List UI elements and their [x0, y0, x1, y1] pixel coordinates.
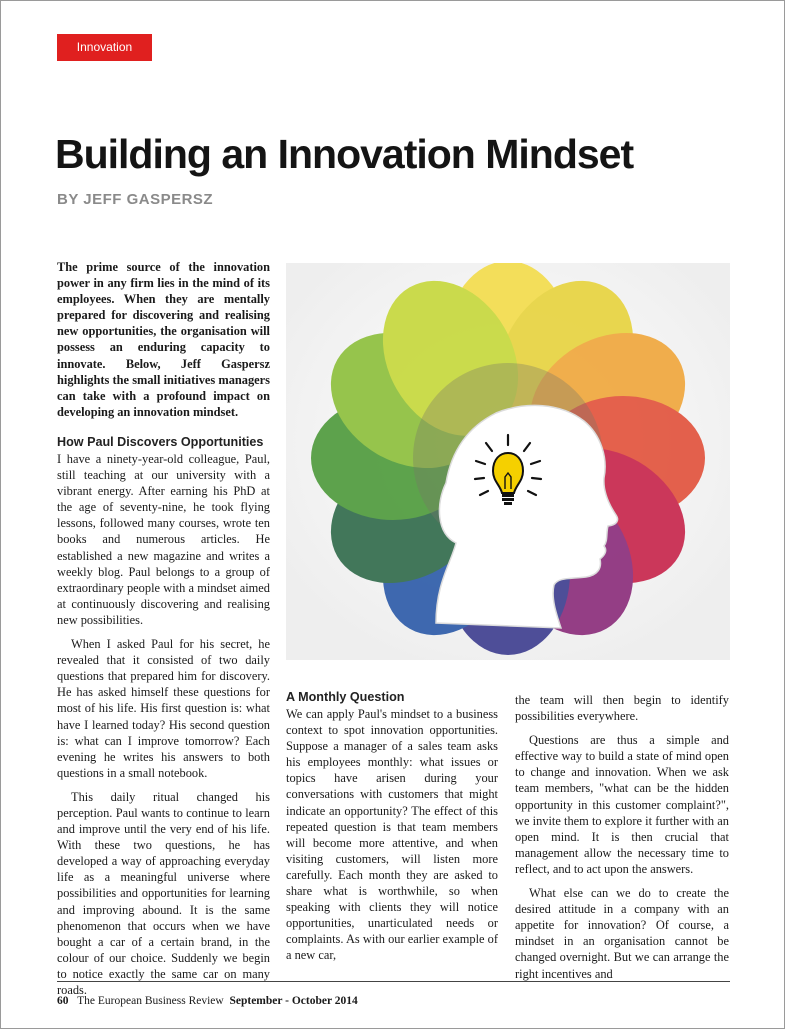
- paragraph: Questions are thus a simple and effective way to build a state of mind open to change and innovation. When we ask team members, "what can be the hidden opportunity in this customer complaint?", we invite them to explore it further with an open mind. It is then crucial that management allow the necessary time to reflect, and to act upon the answers.: [515, 733, 729, 876]
- paragraph: What else can we do to create the desired attitude in a company with an appetite for innovation? Of course, a mindset in an organisation cannot be changed overnight. But we can arrange the right incentives and: [515, 886, 729, 981]
- paragraph: This daily ritual changed his perception. Paul wants to continue to learn and improve until the very end of his life. With these two questions, he has developed a way of approaching everyday life as a meaningful universe where possibilities and opportunities for learning and improving abound. It is the same phenomenon that occurs when we have bought a car of a certain brand, in the colour of our choice. Suddenly we begin to notice exactly the same car on many roads.: [57, 789, 270, 997]
- page-number: 60: [57, 995, 69, 1007]
- column-3: [515, 692, 729, 982]
- innovation-head-illustration: [286, 263, 730, 660]
- issue-date: September - October 2014: [229, 995, 358, 1007]
- footer: [57, 995, 358, 1007]
- footer-rule: [57, 981, 730, 982]
- article-title: Building an Innovation Mindset: [55, 131, 634, 177]
- lead-paragraph: The prime source of the innovation power in any firm lies in the mind of its employees. When they are mentally prepared for discovering and realising new opportunities, the organisation will possess an enduring capacity to innovate. Below, Jeff Gaspersz highlights the small initiatives managers can take with a profound impact on developing an innovation mindset.: [57, 260, 270, 419]
- paragraph: We can apply Paul's mindset to a business context to spot innovation opportunities. Suppose a manager of a sales team asks his employees monthly: what issues or topics have arisen during your conversations with customers that might indicate an opportunity? The effect of this repeated question is that team members will become more attentive, and when visiting customers, will listen more carefully. Each month they are asked to share what is worthwhile, so when speaking with clients they will notice opportunities, unarticulated needs or complaints. As with our earlier example of a new car,: [286, 707, 498, 963]
- column-1: [57, 434, 270, 998]
- byline: BY JEFF GASPERSZ: [57, 191, 214, 208]
- paragraph: I have a ninety-year-old colleague, Paul, still teaching at our university with a vibrant energy. After earning his PhD at the age of seventy-nine, he took flying lessons, followed many courses, wrote ten books and numerous articles. He established a new magazine and writes a weekly blog. Paul belongs to a group of extraordinary people with a mindset aimed at continuously discovering and realising new possibilities.: [57, 452, 270, 627]
- paragraph: When I asked Paul for his secret, he revealed that it consisted of two daily questions that prepared him for discovery. He has asked himself these questions for most of his life. His first question is: what have I learned today? His second question is: what can I improve tomorrow? Each evening he writes his answers to both questions in a small notebook.: [57, 637, 270, 780]
- paragraph: the team will then begin to identify possibilities everywhere.: [515, 693, 729, 724]
- section-tag: Innovation: [57, 34, 152, 61]
- publication-name: The European Business Review: [77, 995, 224, 1007]
- column-2: [286, 689, 498, 964]
- illustration: [286, 263, 730, 660]
- section-heading: How Paul Discovers Opportunities: [57, 435, 264, 449]
- section-heading: A Monthly Question: [286, 690, 405, 704]
